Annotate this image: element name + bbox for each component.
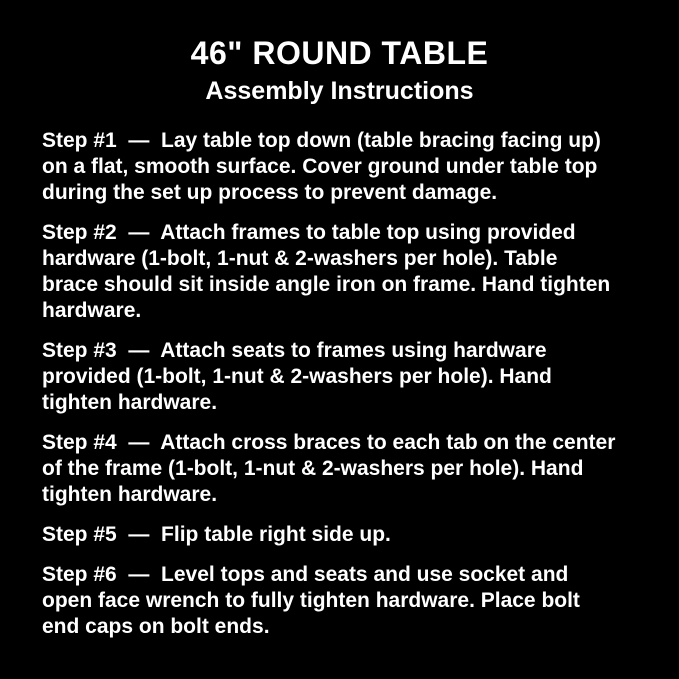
step-5	[42, 522, 649, 548]
instruction-steps	[0, 128, 679, 640]
step-1-line-3: during the set up process to prevent damage.	[42, 181, 498, 204]
step-6-line-1: Step #6 — Level tops and seats and use socket and	[42, 563, 569, 586]
step-4-line-3: tighten hardware.	[42, 483, 218, 506]
step-4-line-1: Step #4 — Attach cross braces to each tab on the center	[42, 431, 616, 454]
step-6-line-2: open face wrench to fully tighten hardware. Place bolt	[42, 589, 580, 612]
step-3	[42, 338, 649, 416]
step-1	[42, 128, 649, 206]
step-1-line-1: Step #1 — Lay table top down (table bracing facing up)	[42, 129, 601, 152]
step-3-line-1: Step #3 — Attach seats to frames using hardware	[42, 339, 547, 362]
page-title: 46" ROUND TABLE	[190, 35, 489, 71]
step-2-line-2: hardware (1-bolt, 1-nut & 2-washers per hole). Table	[42, 247, 558, 270]
step-2-line-3: brace should sit inside angle iron on frame. Hand tighten	[42, 273, 611, 296]
header	[0, 36, 679, 106]
step-2-line-4: hardware.	[42, 299, 142, 322]
step-5-line-1: Step #5 — Flip table right side up.	[42, 523, 391, 546]
step-6	[42, 562, 649, 640]
step-4	[42, 430, 649, 508]
step-4-line-2: of the frame (1-bolt, 1-nut & 2-washers per hole). Hand	[42, 457, 584, 480]
step-1-line-2: on a flat, smooth surface. Cover ground under table top	[42, 155, 598, 178]
step-2-line-1: Step #2 — Attach frames to table top using provided	[42, 221, 576, 244]
page-subtitle: Assembly Instructions	[205, 77, 474, 105]
step-6-line-3: end caps on bolt ends.	[42, 615, 270, 638]
step-3-line-3: tighten hardware.	[42, 391, 218, 414]
step-2	[42, 220, 649, 324]
step-3-line-2: provided (1-bolt, 1-nut & 2-washers per hole). Hand	[42, 365, 552, 388]
